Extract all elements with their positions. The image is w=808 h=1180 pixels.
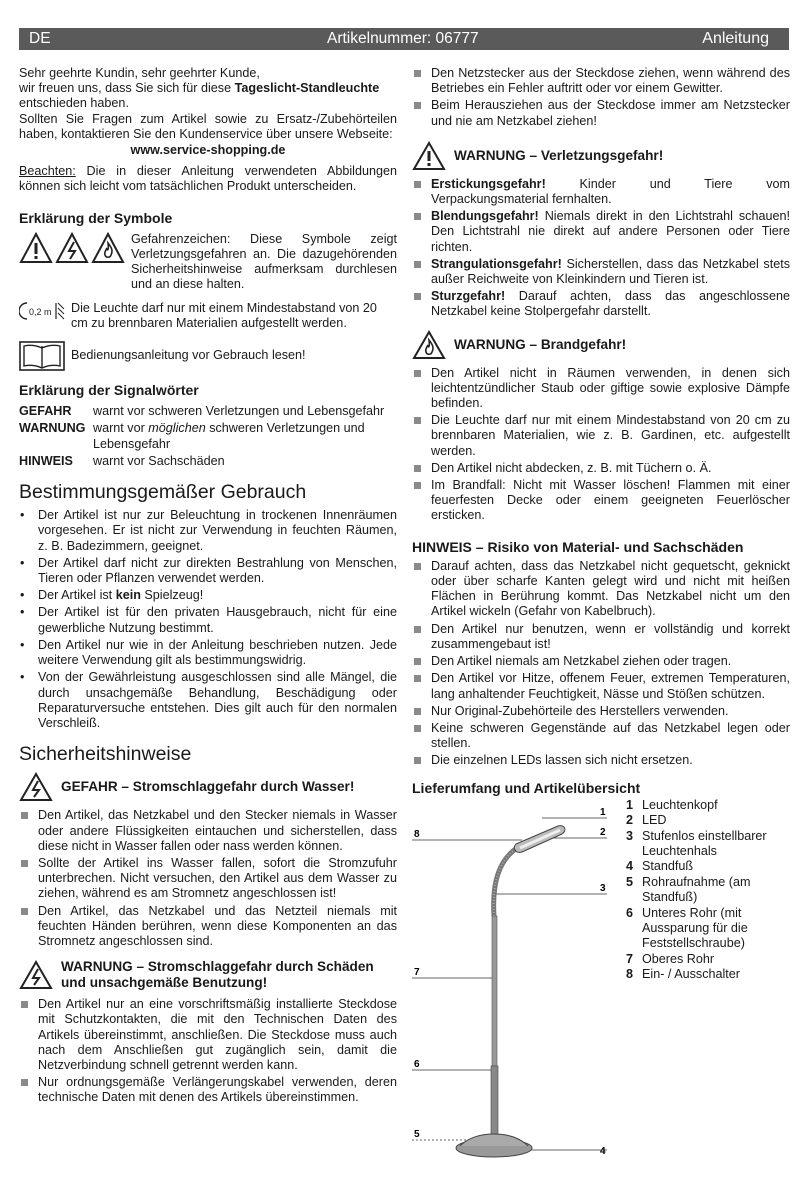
- electric-warning-icon: [19, 960, 53, 990]
- parts-overview: [412, 797, 790, 1180]
- intro-text: wir freuen uns, dass Sie sich für diese Tageslicht-Standleuchte entschieden haben.: [19, 81, 380, 111]
- warning-icon: [19, 232, 53, 264]
- injury-list: [412, 177, 790, 320]
- scope-heading: Lieferumfang und Artikelübersicht: [412, 779, 641, 796]
- list-item: • Der Artikel ist nur zur Beleuchtung in trockenen Innenräumen vorgesehen. Er ist nicht zur Verwendung in feuchten Räumen, z. B. Badezimmern, geeignet.: [19, 508, 397, 554]
- warning-list-continued: [412, 66, 790, 129]
- symbol-danger-text: Gefahrenzeichen: Diese Symbole zeigt Verletzungsgefahren an. Die dazugehörenden Sicherheitshinweise aufmerksam durchlesen und an diese halten.: [131, 231, 397, 292]
- electric-warning-icon: [19, 772, 53, 802]
- symbol-danger-row: [19, 232, 397, 293]
- signals-heading: Erklärung der Signalwörter: [19, 382, 199, 399]
- fire-warning-icon: [91, 232, 125, 264]
- part-label: 6: [414, 1058, 420, 1070]
- list-item: Die einzelnen LEDs lassen sich nicht ersetzen.: [412, 753, 790, 768]
- list-item: Die Leuchte darf nur mit einem Mindestabstand von 20 cm zu brennbaren Materialien, wie z. B. Gardinen, etc. aufgestellt werden.: [412, 413, 790, 459]
- list-item: Den Artikel, das Netzkabel und den Stecker niemals in Wasser oder andere Flüssigkeiten eintauchen und sicherstellen, dass diese nicht in Wasser fallen oder nass werden können.: [19, 808, 397, 854]
- list-item: Nur ordnungsgemäße Verlängerungskabel verwenden, deren technische Daten mit denen des Artikels übereinstimmen.: [19, 1075, 397, 1105]
- list-item: Den Artikel, das Netzkabel und das Netzteil niemals mit feuchten Händen berühren, wenn diese Komponenten an das Stromnetz angeschlossen sind.: [19, 904, 397, 950]
- left-column: [19, 66, 397, 1108]
- list-item: • Den Artikel nur wie in der Anleitung beschrieben nutzen. Jede weitere Verwendung gilt als bestimmungswidrig.: [19, 638, 397, 668]
- list-item: • Der Artikel ist kein Spielzeug!: [19, 588, 397, 603]
- list-item: Sturzgefahr! Darauf achten, dass das angeschlossene Netzkabel keine Stolpergefahr darstellt.: [412, 289, 790, 319]
- list-item: • Von der Gewährleistung ausgeschlossen sind alle Mängel, die durch unsachgemäße Behandlung, Beschädigung oder Reparaturversuche entstehen. Dies gilt auch für den normalen Verschleiß.: [19, 670, 397, 731]
- fire-warning-icon: [412, 330, 446, 360]
- list-item: Blendungsgefahr! Niemals direkt in den Lichtstrahl schauen! Den Lichtstrahl nie direkt auf andere Personen oder Tiere richten.: [412, 209, 790, 255]
- contact-text: Sollten Sie Fragen zum Artikel sowie zu Ersatz-/Zubehörteilen haben, kontaktieren Sie den Kundenservice über unsere Webseite:: [19, 111, 397, 141]
- article-number: Artikelnummer: 06777: [327, 30, 479, 47]
- fire-callout: WARNUNG – Brandgefahr!: [412, 330, 790, 360]
- parts-list-item: 7 Oberes Rohr: [626, 951, 715, 966]
- list-item: Den Artikel nur benutzen, wenn er vollständig und korrekt zusammengebaut ist!: [412, 622, 790, 652]
- symbol-read-row: [19, 341, 397, 371]
- part-label: 8: [414, 828, 420, 840]
- electric-warning-icon: [55, 232, 89, 264]
- list-item: Im Brandfall: Nicht mit Wasser löschen! Flammen mit einer feuerfesten Decke oder einem geeigneten Feuerlöscher ersticken.: [412, 478, 790, 524]
- lamp-diagram: [412, 804, 612, 1164]
- greeting: Sehr geehrte Kundin, sehr geehrter Kunde,: [19, 66, 260, 80]
- list-item: Strangulationsgefahr! Sicherstellen, dass das Netzkabel stets außer Reichweite von Kleinkindern und Tieren ist.: [412, 257, 790, 287]
- part-label: 5: [414, 1128, 420, 1140]
- parts-list-item: 1 Leuchtenkopf: [626, 797, 718, 812]
- part-label: 3: [600, 882, 606, 894]
- distance-icon-label: 0,2 m: [29, 306, 52, 317]
- danger-callout: GEFAHR – Stromschlaggefahr durch Wasser!: [19, 772, 397, 802]
- list-item: Den Artikel niemals am Netzkabel ziehen oder tragen.: [412, 654, 790, 669]
- header-bar: [19, 28, 789, 50]
- symbols-heading: Erklärung der Symbole: [19, 209, 173, 226]
- parts-list-item: 3 Stufenlos einstellbarer Leuchtenhals: [626, 828, 767, 858]
- parts-list-item: 8 Ein- / Ausschalter: [626, 967, 740, 982]
- symbol-distance-row: [19, 301, 397, 331]
- list-item: Den Artikel nur an eine vorschriftsmäßig installierte Steckdose mit Schutzkontakten, die mit den Technischen Daten des Artikels übereinstimmt, anschließen. Die Steckdose muss auch nach dem Anschließen gut zugänglich sein, damit die Netzverbindung schnell getrennt werden kann.: [19, 997, 397, 1073]
- list-item: Den Artikel nicht abdecken, z. B. mit Tüchern o. Ä.: [412, 461, 790, 476]
- usage-heading: Bestimmungsgemäßer Gebrauch: [19, 481, 307, 504]
- part-label: 1: [600, 806, 606, 818]
- manual-label: Anleitung: [702, 30, 769, 47]
- symbol-distance-text: Die Leuchte darf nur mit einem Mindestabstand von 20 cm zu brennbaren Materialien aufgestellt werden.: [71, 300, 377, 330]
- safety-heading: Sicherheitshinweise: [19, 743, 192, 766]
- list-item: Keine schweren Gegenstände auf das Netzkabel legen oder stellen.: [412, 721, 790, 751]
- list-item: Darauf achten, dass das Netzkabel nicht gequetscht, geknickt oder über scharfe Kanten gelegt wird und nicht mit heißen Flächen in Berührung kommt. Das Netzkabel nicht um den Artikel wickeln (Gefahr von Kabelbruch).: [412, 559, 790, 620]
- notice-heading: HINWEIS – Risiko von Material- und Sachschäden: [412, 538, 744, 555]
- warning-callout: WARNUNG – Stromschlaggefahr durch Schäden und unsachgemäße Benutzung!: [19, 959, 397, 991]
- part-label: 7: [414, 966, 420, 978]
- warning-list: [19, 997, 397, 1105]
- list-item: • Der Artikel darf nicht zur direkten Bestrahlung von Menschen, Tieren oder Pflanzen verwendet werden.: [19, 556, 397, 586]
- signal-row: WARNUNG warnt vor möglichen schweren Verletzungen und Lebensgefahr: [19, 421, 365, 451]
- list-item: Den Artikel nicht in Räumen verwenden, in denen sich leichtentzündlicher Staub oder giftige sowie explosive Dämpfe befinden.: [412, 366, 790, 412]
- notice-list: [412, 559, 790, 769]
- part-label: 4: [600, 1145, 606, 1157]
- list-item: Beim Herausziehen aus der Steckdose immer am Netzstecker und nie am Netzkabel ziehen!: [412, 98, 790, 128]
- language-code: DE: [29, 30, 51, 47]
- signal-row: GEFAHR warnt vor schweren Verletzungen und Lebensgefahr: [19, 404, 385, 419]
- service-url[interactable]: www.service-shopping.de: [130, 143, 286, 158]
- list-item: Nur Original-Zubehörteile des Herstellers verwenden.: [412, 704, 790, 719]
- part-label: 2: [600, 826, 606, 838]
- usage-list: [19, 508, 397, 731]
- signal-row: HINWEIS warnt vor Sachschäden: [19, 453, 225, 468]
- list-item: • Der Artikel ist für den privaten Hausgebrauch, nicht für eine gewerbliche Nutzung bestimmt.: [19, 605, 397, 635]
- parts-list: [626, 798, 796, 983]
- note-text: Beachten: Die in dieser Anleitung verwendeten Abbildungen können sich leicht vom tatsächlichen Produkt unterscheiden.: [19, 164, 397, 194]
- distance-icon: [19, 301, 65, 321]
- parts-list-item: 4 Standfuß: [626, 859, 694, 874]
- manual-book-icon: [19, 341, 65, 371]
- list-item: Erstickungsgefahr! Kinder und Tiere vom Verpackungsmaterial fernhalten.: [412, 177, 790, 207]
- parts-list-item: 5 Rohraufnahme (am Standfuß): [626, 874, 751, 905]
- danger-list: [19, 808, 397, 949]
- fire-list: [412, 366, 790, 524]
- symbol-read-text: Bedienungsanleitung vor Gebrauch lesen!: [71, 348, 306, 363]
- list-item: Den Artikel vor Hitze, offenem Feuer, extremen Temperaturen, lang anhaltender Feuchtigkeit, Nässe und Stößen schützen.: [412, 671, 790, 701]
- injury-callout: WARNUNG – Verletzungsgefahr!: [412, 141, 790, 171]
- list-item: Den Netzstecker aus der Steckdose ziehen, wenn während des Betriebes ein Fehler auftritt oder vor einem Gewitter.: [412, 66, 790, 96]
- parts-list-item: 2 LED: [626, 813, 667, 828]
- warning-icon: [412, 141, 446, 171]
- right-column: [412, 66, 790, 1180]
- parts-list-item: 6 Unteres Rohr (mit Aussparung für die Feststellschraube): [626, 905, 748, 951]
- list-item: Sollte der Artikel ins Wasser fallen, sofort die Stromzufuhr unterbrechen. Nicht versuchen, den Artikel aus dem Wasser zu ziehen, während es am Stromnetz angeschlossen ist!: [19, 856, 397, 902]
